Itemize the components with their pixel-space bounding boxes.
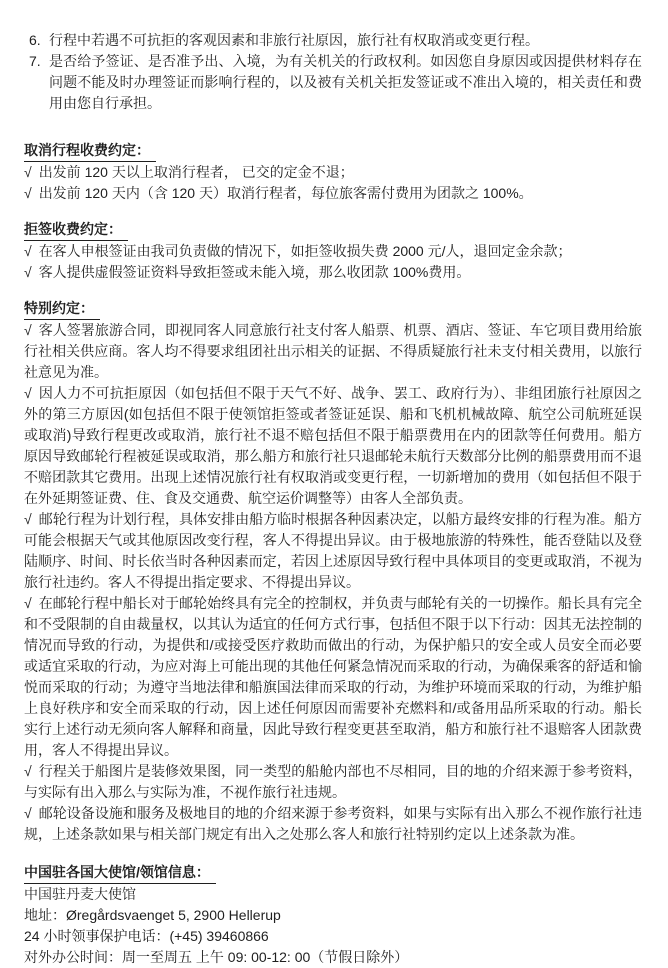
special-term-paragraph <box>24 509 642 593</box>
visa-refusal-item <box>24 241 642 262</box>
term-text: 行程中若遇不可抗拒的客观因素和非旅行社原因，旅行社有权取消或变更行程。 <box>49 32 539 48</box>
cancellation-item-text: 出发前 120 天以上取消行程者， 已交的定金不退； <box>38 164 354 180</box>
cancellation-heading: 取消行程收费约定： <box>24 140 642 162</box>
check-mark: √ <box>24 164 32 180</box>
cancellation-item-text: 出发前 120 天内（含 120 天）取消行程者，每位旅客需付费用为团款之 100%。 <box>38 185 533 201</box>
check-mark: √ <box>24 595 32 611</box>
check-mark: √ <box>24 511 32 527</box>
special-term-paragraph <box>24 761 642 803</box>
visa-refusal-heading: 拒签收费约定： <box>24 219 642 241</box>
check-mark: √ <box>24 322 32 338</box>
cancellation-item <box>24 183 642 204</box>
check-mark: √ <box>24 264 32 280</box>
section-cancellation-fees <box>24 140 642 204</box>
term-text: 是否给予签证、是否准予出、入境，为有关机关的行政权利。如因您自身原因或因提供材料存在问题不能及时办理签证而影响行程的，以及被有关机关拒发签证或不准出入境的，相关责任和费用由您自行承担。 <box>49 53 642 111</box>
section-embassy-info <box>24 862 642 968</box>
special-term-text: 在邮轮行程中船长对于邮轮始终具有完全的控制权，并负责与邮轮有关的一切操作。船长具有完全和不受限制的自由裁量权，以其认为适宜的任何方式行事，包括但不限于以下行动：因其无法控制的情况而导致的行动，为提供和/或接受医疗救助而做出的行动，为保护船只的安全或人员安全而必要或适宜采取的行动，为应对海上可能出现的其他任何紧急情况而采取的行动，为确保乘客的舒适和愉悦而采取的行动；为遵守当地法律和船旗国法律而采取的行动，为维护环境而采取的行动，为维护船上良好秩序和安全而采取的行动，因上述任何原因而需要补充燃料和/或备用品所采取的行动。船长实行上述行动无须向客人解释和商量，因此导致行程变更甚至取消，船方和旅行社不退赔客人团款费用，客人不得提出异议。 <box>24 595 642 758</box>
special-term-paragraph <box>24 383 642 509</box>
special-term-paragraph <box>24 593 642 761</box>
embassy-office-hours: 对外办公时间：周一至周五 上午 09: 00-12: 00（节假日除外） <box>24 949 409 965</box>
special-term-paragraph <box>24 320 642 383</box>
special-term-text: 邮轮行程为计划行程，具体安排由船方临时根据各种因素决定，以船方最终安排的行程为准。船方可能会根据天气或其他原因改变行程，客人不得提出异议。由于极地旅游的特殊性，能否登陆以及登陆顺序、时间、时长依当时各种因素而定，若因上述原因导致行程中具体项目的变更或取消，不视为旅行社违约。客人不得提出指定要求、不得提出异议。 <box>24 511 642 590</box>
check-mark: √ <box>24 385 32 401</box>
check-mark: √ <box>24 805 32 821</box>
visa-refusal-item-text: 客人提供虚假签证资料导致拒签或未能入境，那么收团款 100%费用。 <box>38 264 471 280</box>
visa-refusal-item-text: 在客人申根签证由我司负责做的情况下，如拒签收损失费 2000 元/人，退回定金余款； <box>38 243 572 259</box>
visa-refusal-item <box>24 262 642 283</box>
section-special-terms <box>24 298 642 845</box>
term-number: 7. <box>29 53 41 69</box>
term-number: 6. <box>29 32 41 48</box>
embassy-phone: 24 小时领事保护电话：(+45) 39460866 <box>24 928 269 944</box>
special-term-text: 因人力不可抗拒原因（如包括但不限于天气不好、战争、罢工、政府行为）、非组团旅行社原因之外的第三方原因(如包括但不限于使领馆拒签或者签证延误、船和飞机机械故障、航空公司航班延误或取消)导致行程更改或取消，旅行社不退不赔包括但不限于船票费用在内的团款等任何费用。船方原因导致邮轮行程被延误或取消，那么船方和旅行社只退邮轮未航行天数部分比例的船票费用而不退不赔团款其它费用。出现上述情况旅行社有权取消或变更行程，一切新增加的费用（如包括但不限于在外延期签证费、住、食及交通费、航空运价调整等）由客人全部负责。 <box>24 385 642 506</box>
embassy-name: 中国驻丹麦大使馆 <box>24 886 136 902</box>
numbered-terms-list <box>24 30 642 114</box>
term-item-7 <box>29 51 642 114</box>
special-term-paragraph <box>24 803 642 845</box>
check-mark: √ <box>24 763 32 779</box>
special-term-text: 邮轮设备设施和服务及极地目的地的介绍来源于参考资料，如果与实际有出入那么不视作旅行社违规，上述条款如果与相关部门规定有出入之处那么客人和旅行社特别约定以上述条款为准。 <box>24 805 642 842</box>
term-item-6 <box>29 30 642 51</box>
check-mark: √ <box>24 243 32 259</box>
special-term-text: 行程关于船图片是装修效果图，同一类型的船舱内部也不尽相同，目的地的介绍来源于参考资料，与实际有出入那么与实际为准，不视作旅行社违规。 <box>24 763 642 800</box>
cancellation-item <box>24 162 642 183</box>
check-mark: √ <box>24 185 32 201</box>
special-term-text: 客人签署旅游合同，即视同客人同意旅行社支付客人船票、机票、酒店、签证、车它项目费用给旅行社相关供应商。客人均不得要求组团社出示相关的证据、不得质疑旅行社未支付相关费用，以旅行社意见为准。 <box>24 322 642 380</box>
special-terms-heading: 特别约定： <box>24 298 642 320</box>
section-visa-refusal-fees <box>24 219 642 283</box>
embassy-address: 地址：Øregårdsvaenget 5, 2900 Hellerup <box>24 907 281 923</box>
embassy-info-heading: 中国驻各国大使馆/领馆信息： <box>24 862 642 884</box>
